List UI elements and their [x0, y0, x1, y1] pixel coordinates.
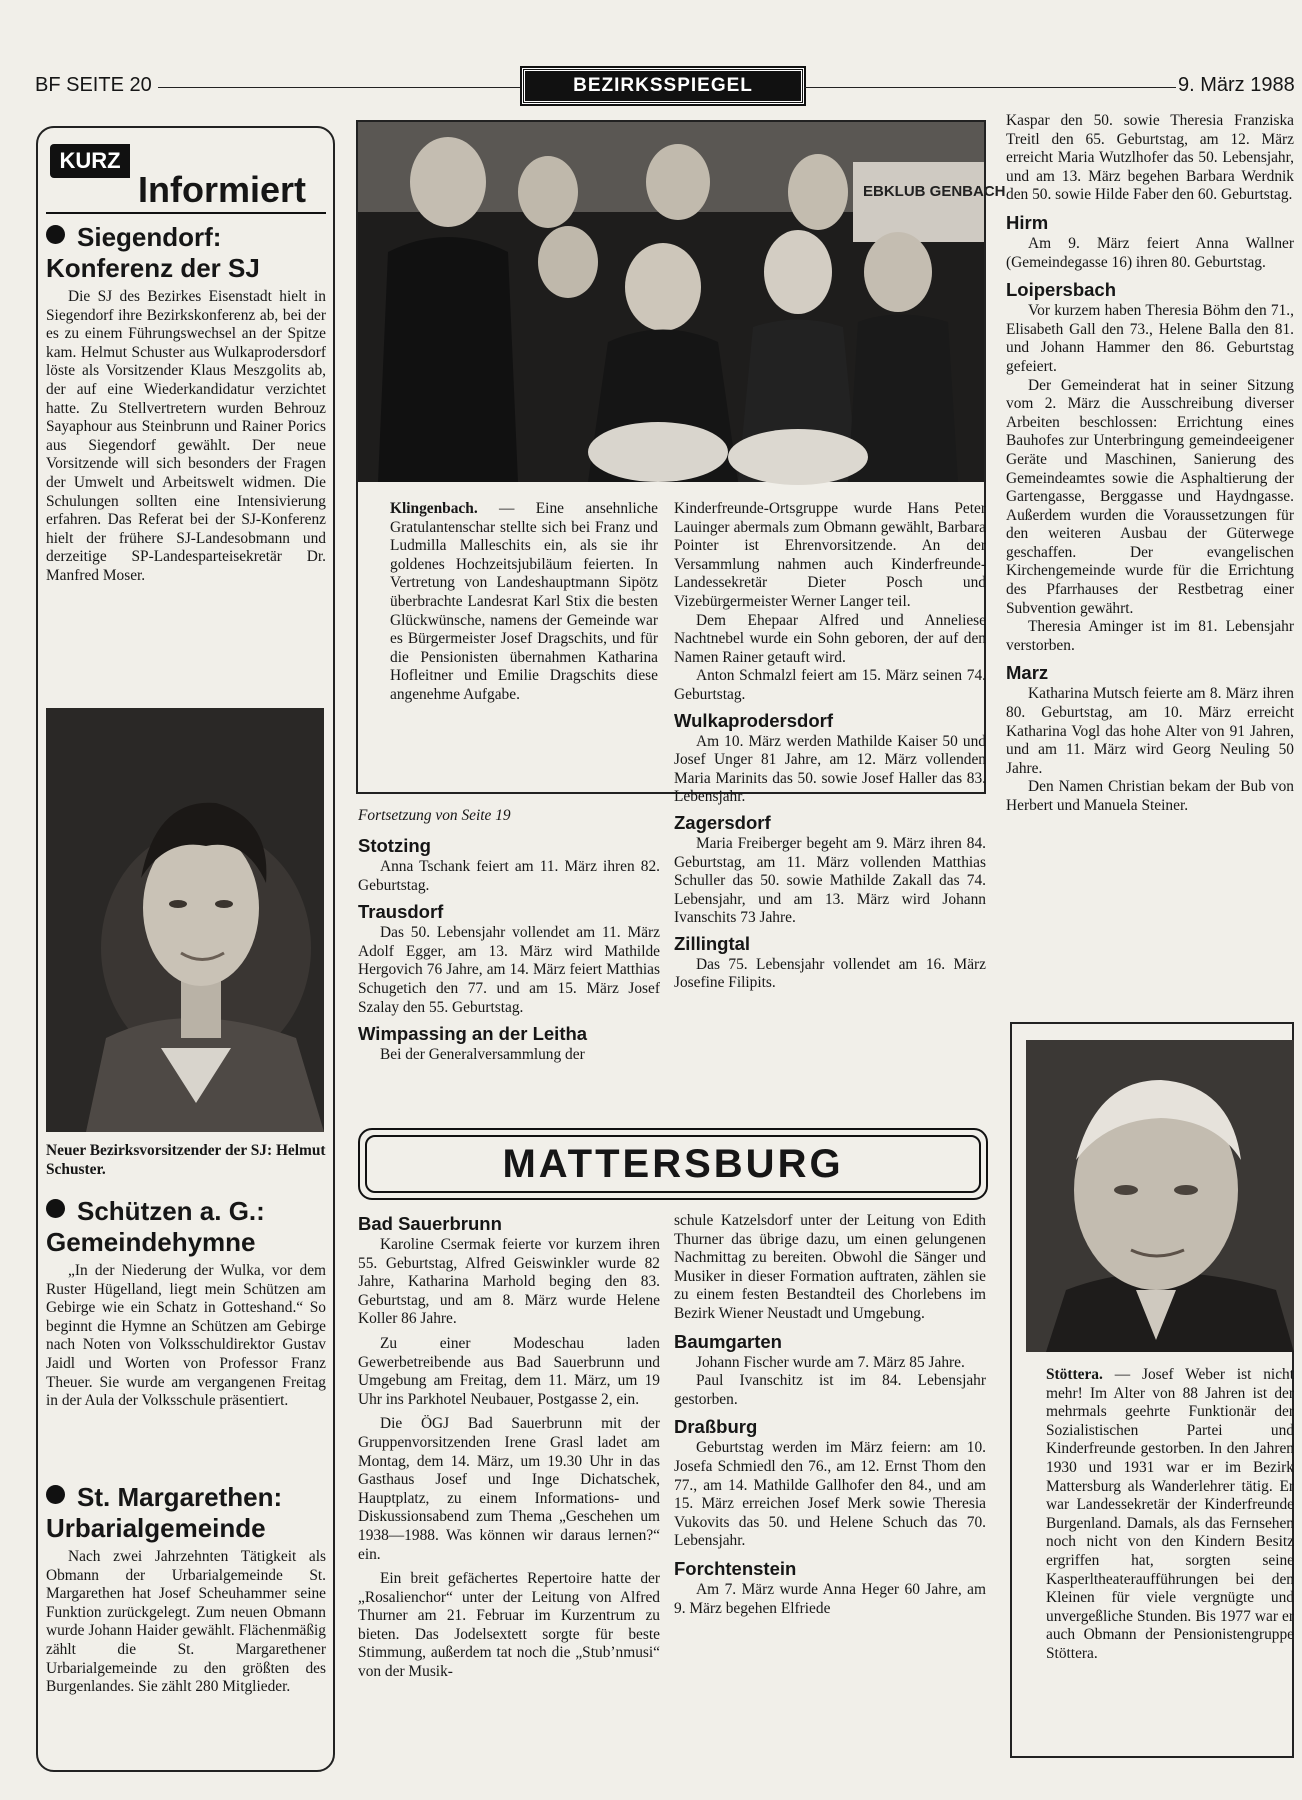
news-text: Nach zwei Jahrzehnten Tätigkeit als Obmann der Urbarialgemeinde St. Margarethen hat Josef Scheuhammer seine Funktion zurückgelegt. Zum neuen Obmann wurde Johann Haider gewählt. Flächenmäßig zählt die St. Margarethener Urbarialgemeinde zu den größten des Burgenlandes. Sie zählt 280 Mitglieder. [46, 1548, 326, 1696]
news-heading [46, 1196, 326, 1227]
news-item-siegendorf [46, 222, 326, 586]
heading-forchtenstein: Forchtenstein [674, 1557, 797, 1579]
text-wulkaprodersdorf: Am 10. März werden Mathilde Kaiser 50 und Josef Unger 81 Jahre, am 12. März vollenden Maria Marinits das 50. sowie Josef Haller das 83. Lebensjahr. [674, 732, 986, 806]
page-header [0, 62, 1302, 112]
heading-loipersbach: Loipersbach [1006, 279, 1116, 301]
news-item-schuetzen [46, 1196, 326, 1411]
text-hirm: Am 9. März feiert Anna Wallner (Gemeindegasse 16) ihren 80. Geburtstag. [1006, 234, 1294, 271]
news-text: „In der Niederung der Wulka, vor dem Ruster Hügelland, liegt mein Schützen am Gebirge wie ein Schatz in Gotteshand.“ So beginnt die Hymne an Schützen am Gebirge nach Noten von Volksschuldirektor Gustav Jaidl und Worten von Professor Franz Theuer. Sie wurde am vergangenen Freitag in der Aula der Volksschule präsentiert. [46, 1262, 326, 1410]
stoettera-caption [1046, 1366, 1294, 1664]
kurz-label: KURZ [50, 144, 130, 178]
text-kinderfreunde: Kinderfreunde-Ortsgruppe wurde Hans Peter Lauinger abermals zum Obmann gewählt, Barbara Pointer ist Ehrenvorsitzende. An der Versammlung nahmen auch Kinderfreunde-Landessekretär Dieter Posch und Vizebürgermeister Werner Langer teil. [674, 500, 986, 610]
club-sign-text: EBKLUB GENBACH [863, 183, 1006, 200]
photo-josef-weber [1026, 1040, 1294, 1352]
text-zillingtal: Das 75. Lebensjahr vollendet am 16. März Josefine Filipits. [674, 955, 986, 992]
bullet-dot [46, 1199, 65, 1218]
heading-wimpassing: Wimpassing an der Leitha [358, 1023, 588, 1045]
text-katzelsdorf: schule Katzelsdorf unter der Leitung von Edith Thurner das übrige dazu, um einen gelungenen Nachmittag zu bereiten. Obwohl die Sänger und Musiker in dieser Formation auftraten, zählen sie zu einem festen Bestandteil des Chorlebens im Bezirk Wiener Neustadt und Umgebung. [674, 1212, 986, 1322]
text-trausdorf: Das 50. Lebensjahr vollendet am 11. März Adolf Egger, am 13. März wird Mathilde Hergovich 76 Jahre, am 14. März feiert Matthias Schugetich den 77. und am 15. März Josef Szalay den 55. Geburtstag. [358, 924, 660, 1016]
heading-marz: Marz [1006, 662, 1049, 684]
text-wimpassing: Bei der Generalversammlung der [380, 1046, 585, 1064]
text-bad-sauerbrunn-2: Zu einer Modeschau laden Gewerbetreibende aus Bad Sauerbrunn und Umgebung am Freitag, dem 11. März, um 19 Uhr ins Parkhotel Neubauer, Postgasse 2, ein. [358, 1334, 660, 1408]
news-heading-line2: Gemeindehymne [46, 1227, 256, 1257]
news-heading-line1: Siegendorf: [77, 222, 222, 252]
informiert-title: Informiert [138, 169, 307, 210]
text-schmalzl: Anton Schmalzl feiert am 15. März seinen 74. Geburtstag. [674, 667, 986, 703]
klingenbach-caption [390, 500, 658, 705]
news-heading-line1: Schützen a. G.: [77, 1196, 265, 1226]
section-title: BEZIRKSSPIEGEL [522, 68, 804, 104]
heading-drassburg: Draßburg [674, 1416, 758, 1438]
fortsetzung-note: Fortsetzung von Seite 19 [358, 807, 511, 824]
heading-zillingtal: Zillingtal [674, 932, 751, 954]
header-date: 9. März 1988 [1178, 74, 1295, 96]
text-loipersbach-2: Der Gemeinderat hat in seiner Sitzung vom 2. März die Ausschreibung diverser Arbeiten beschlossen: Errichtung eines Bauhofes zur Unterbringung gemeindeeigener Geräte und Maschinen, Sanierung des Gemeindeamtes sowie die Asphaltierung der Gartengasse, Berggasse und Haydngasse. Außerdem wurden die Voraussetzungen für den weiteren Ausbau der Güterwege geschaffen. Der evangelischen Kirchengemeinde wurde für die Errichtung des Pfarrhauses der Restbetrag einer Subvention gewährt. [1006, 376, 1294, 617]
heading-baumgarten: Baumgarten [674, 1330, 782, 1352]
news-item-margarethen [46, 1482, 326, 1697]
text-baumgarten-1: Johann Fischer wurde am 7. März 85 Jahre. [696, 1353, 965, 1371]
mattersburg-title: MATTERSBURG [502, 1142, 844, 1186]
bullet-dot [46, 225, 65, 244]
text-baumgarten-2: Paul Ivanschitz ist im 84. Lebensjahr gestorben. [674, 1372, 986, 1408]
mattersburg-banner-inner [365, 1135, 981, 1193]
news-heading [46, 1482, 326, 1513]
text-kaspar: Kaspar den 50. sowie Theresia Franziska Treitl den 65. Geburtstag, am 12. März erreicht Maria Wutzlhofer das 50. Lebensjahr, und am 13. März begehen Barbara Werdnik den 50. sowie Hilde Faber den 60. Geburtstag. [1006, 112, 1294, 204]
header-rule-left [158, 87, 520, 88]
news-heading-line2: Konferenz der SJ [46, 253, 260, 283]
news-text: Die SJ des Bezirkes Eisenstadt hielt in Siegendorf ihre Bezirkskonferenz ab, bei der es zu einem Führungswechsel an der Spitze kam. Helmut Schuster aus Wulkaprodersdorf löste als Vorsitzender Klaus Meszgolits ab, der auf eine Wiederkandidatur verzichtet hatte. Zu Stellvertretern wurden Behrouz Sayaphour aus Steinbrunn und Rainer Porics aus Siegendorf gewählt. Der neue Vorsitzende will sich besonders der Fragen der Umwelt und Arbeitswelt widmen. Die Schulungen sollten eine Intensivierung erfahren. Das Referat bei der SJ-Konferenz hielt der frühere SJ-Landesobmann und derzeitige SP-Landesparteisekretär Dr. Manfred Moser. [46, 288, 326, 584]
heading-zagersdorf: Zagersdorf [674, 811, 771, 833]
column-3-upper [674, 500, 986, 993]
heading-bad-sauerbrunn: Bad Sauerbrunn [358, 1213, 502, 1234]
bullet-dot [46, 1485, 65, 1504]
caption-lead: Klingenbach. [390, 500, 478, 517]
page-label: BF SEITE 20 [35, 74, 152, 96]
heading-wulkaprodersdorf: Wulkaprodersdorf [674, 709, 833, 731]
caption-text: — Eine ansehnliche Gratulantenschar stellte sich bei Franz und Ludmilla Malleschits ein, als sie ihr goldenes Hochzeitsjubiläum feierten. In Vertretung von Landeshauptmann Sipötz überbrachte Landesrat Karl Stix die besten Glückwünsche, namens der Gemeinde war es Bürgermeister Josef Dragschits, und für die Pensionisten übernahmen Katharina Hofleitner und Emilie Dragschits diese angenehme Aufgabe. [390, 500, 658, 703]
news-heading-line2: Urbarialgemeinde [46, 1513, 266, 1543]
mattersburg-column-right [674, 1212, 986, 1618]
column-4-upper [1006, 112, 1294, 816]
text-bad-sauerbrunn-3: Die ÖGJ Bad Sauerbrunn mit der Gruppenvorsitzenden Irene Grasl ladet am Montag, dem 14. März, um 19.30 Uhr in das Gasthaus Josef und Inge Dichatschek, Hauptplatz, zu einem Informations- und Diskussionsabend zum Thema „Geschehen um 1938—1988. Was können wir daraus lernen?“ ein. [358, 1415, 660, 1563]
text-stotzing: Anna Tschank feiert am 11. März ihren 82. Geburtstag. [358, 858, 660, 894]
text-bad-sauerbrunn-4: Ein breit gefächertes Repertoire hatte der „Rosalienchor“ unter der Leitung von Alfred Thurner am 21. Februar im Kurzentrum zu bieten. Das Jodelsextett sorgte für beste Stimmung, außerdem tat noch die „Stub’nmusi“ von der Musik- [358, 1570, 660, 1681]
text-nachtnebel: Dem Ehepaar Alfred und Anneliese Nachtnebel wurde ein Sohn geboren, der auf den Namen Rainer getauft wird. [674, 611, 986, 666]
header-rule-right [804, 87, 1176, 88]
text-marz-1: Katharina Mutsch feierte am 8. März ihren 80. Geburtstag, am 10. März erreicht Katharina Vogl das hohe Alter von 91 Jahren, und am 11. März wird Georg Neuling 50 Jahre. [1006, 685, 1294, 777]
heading-hirm: Hirm [1006, 211, 1049, 233]
mattersburg-banner [358, 1128, 988, 1200]
news-heading-line1: St. Margarethen: [77, 1482, 283, 1512]
stoettera-lead: Stöttera. [1046, 1366, 1103, 1383]
heading-stotzing: Stotzing [358, 835, 431, 856]
photo-caption-schuster: Neuer Bezirksvorsitzender der SJ: Helmut Schuster. [46, 1142, 326, 1178]
text-loipersbach-3: Theresia Aminger ist im 81. Lebensjahr verstorben. [1006, 618, 1294, 654]
mattersburg-column-left [358, 1212, 660, 1682]
news-heading [46, 222, 326, 253]
column-2-lower [358, 806, 660, 1065]
text-loipersbach-1: Vor kurzem haben Theresia Böhm den 71., Elisabeth Gall den 73., Helene Balla den 81. und Johann Hammer den 86. Geburtstag gefeiert. [1006, 302, 1294, 375]
heading-trausdorf: Trausdorf [358, 901, 444, 923]
stoettera-text: — Josef Weber ist nicht mehr! Im Alter von 88 Jahren ist der mehrmals geehrte Funktionär der Sozialistischen Partei und Kinderfreunde gestorben. In den Jahren 1930 und 1931 war er im Bezirk Mattersburg als Wanderlehrer tätig. Er war Landessekretär der Kinderfreunde Burgenland. Damals, als das Fernsehen noch nicht von den Kindern Besitz ergriffen hat, sorgten seine Kasperltheateraufführungen bei den Kleinen für viele vergnügte und unvergeßliche Stunden. Bis 1977 war er auch Obmann der Pensionistengruppe Stöttera. [1046, 1366, 1294, 1662]
photo-klingenbach-group [358, 122, 1006, 482]
text-zagersdorf: Maria Freiberger begeht am 9. März ihren 84. Geburtstag, am 11. März vollenden Matthias Schuller das 50. sowie Mathilde Zakall das 74. Lebensjahr, und am 13. März wird Johann Ivanschits 73 Jahre. [674, 834, 986, 927]
photo-helmut-schuster [46, 708, 324, 1132]
text-bad-sauerbrunn-1: Karoline Csermak feierte vor kurzem ihren 55. Geburtstag, Alfred Geiswinkler wurde 82 Jahre, Katharina Marhold beging den 83. Geburtstag, und am 8. März wurde Helene Koller 86 Jahre. [358, 1236, 660, 1328]
text-forchtenstein: Am 7. März wurde Anna Heger 60 Jahre, am 9. März begehen Elfriede [674, 1580, 986, 1617]
informiert-underline [46, 212, 326, 214]
text-drassburg: Geburtstag werden im März feiern: am 10. Josefa Schmiedl den 76., am 12. Ernst Thom den 77., am 14. Mathilde Gallhofer den 84., und am 15. März erreichen Josef Merk sowie Theresia Vukovits das 50. und Helene Schuch das 70. Lebensjahr. [674, 1439, 986, 1550]
text-marz-2: Den Namen Christian bekam der Bub von Herbert und Manuela Steiner. [1006, 778, 1294, 814]
